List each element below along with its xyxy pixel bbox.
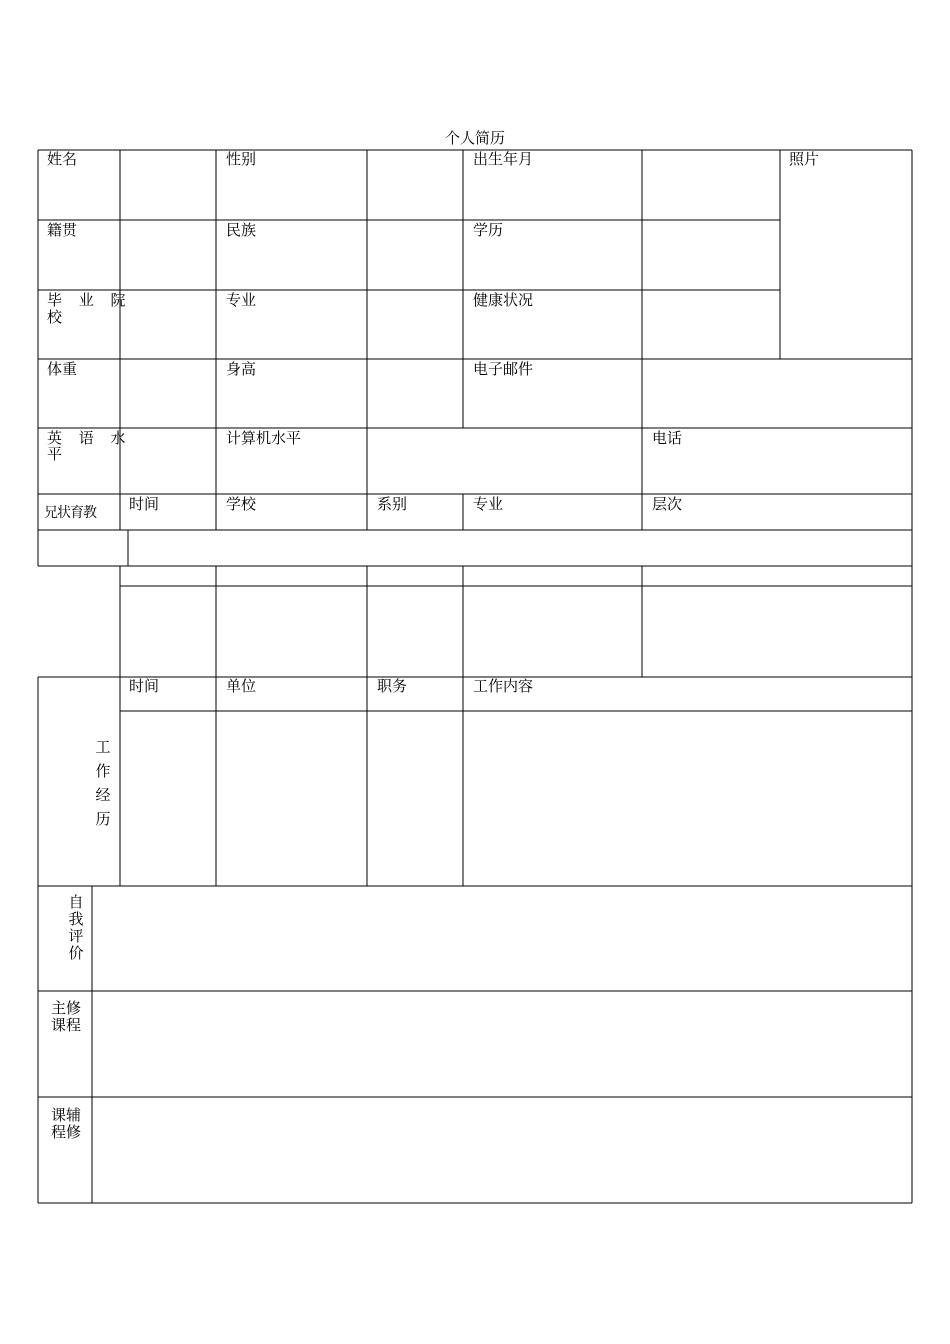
major-courses-field[interactable] [93,992,911,1096]
english-label-line1: 英 语 水 [47,429,132,447]
phone-field[interactable] [643,429,911,493]
phone-label: 电话 [652,429,683,447]
work-time-header: 时间 [129,677,160,695]
name-field[interactable] [121,151,215,219]
edu-department-header: 系别 [377,495,408,513]
school-label-line1: 毕 业 院 [47,291,132,309]
edu-major-header: 专业 [473,495,504,513]
work-unit-header: 单位 [226,677,257,695]
major-label: 专业 [226,291,257,309]
photo-label: 照片 [789,150,820,168]
english-label-line2: 平 [47,445,63,463]
work-time-cell[interactable] [121,712,215,885]
native-place-label: 籍贯 [47,221,78,239]
work-label-char-3: 经 [95,786,111,804]
self-eval-char-3: 评 [68,927,84,945]
major-field[interactable] [368,291,462,358]
weight-label: 体重 [47,360,78,378]
work-label-char-1: 工 [95,738,111,756]
birth-field[interactable] [643,151,779,219]
self-eval-field[interactable] [93,887,911,990]
work-content-cell[interactable] [464,712,911,885]
edu-time-cell[interactable] [121,587,215,676]
height-label: 身高 [226,360,257,378]
ethnicity-field[interactable] [368,221,462,289]
school-label-line2: 校 [47,308,63,326]
work-position-header: 职务 [377,677,408,695]
work-unit-cell[interactable] [217,712,366,885]
self-eval-char-1: 自 [68,893,84,911]
name-label: 姓名 [47,150,78,168]
work-label-char-4: 历 [95,810,111,828]
major-courses-label-line1: 主修 [51,999,82,1017]
birth-label: 出生年月 [473,150,534,168]
work-section-label [93,735,113,831]
education-label: 学历 [473,221,504,239]
self-eval-char-2: 我 [68,910,84,928]
minor-courses-field[interactable] [93,1098,911,1202]
work-label-char-2: 作 [95,762,111,780]
work-content-header: 工作内容 [473,677,534,695]
english-field[interactable] [121,429,215,493]
self-eval-label [66,894,86,962]
photo-box[interactable] [781,151,911,358]
email-label: 电子邮件 [473,360,534,378]
work-position-cell[interactable] [368,712,462,885]
edu-school-header: 学校 [226,495,257,513]
major-courses-label-line2: 课程 [51,1016,82,1034]
minor-courses-label-line2: 程修 [51,1123,82,1141]
edu-level-header: 层次 [652,495,683,513]
edu-department-cell[interactable] [368,587,462,676]
self-eval-char-4: 价 [68,944,84,962]
computer-field[interactable] [368,429,641,493]
native-place-field[interactable] [121,221,215,289]
edu-time-header: 时间 [129,495,160,513]
health-label: 健康状况 [473,291,534,309]
education-section-label: 兄状育教 [44,505,96,521]
edu-major-cell[interactable] [464,587,641,676]
height-field[interactable] [368,360,462,427]
edu-school-cell[interactable] [217,587,366,676]
health-field[interactable] [643,291,779,358]
email-field[interactable] [643,360,911,427]
gender-field[interactable] [368,151,462,219]
edu-level-cell[interactable] [643,587,911,676]
school-field[interactable] [121,291,215,358]
ethnicity-label: 民族 [226,221,257,239]
page-title: 个人简历 [444,129,505,147]
gender-label: 性别 [226,150,257,168]
minor-courses-label-line1: 课辅 [51,1106,82,1124]
computer-label: 计算机水平 [226,429,302,447]
education-field[interactable] [643,221,779,289]
weight-field[interactable] [121,360,215,427]
